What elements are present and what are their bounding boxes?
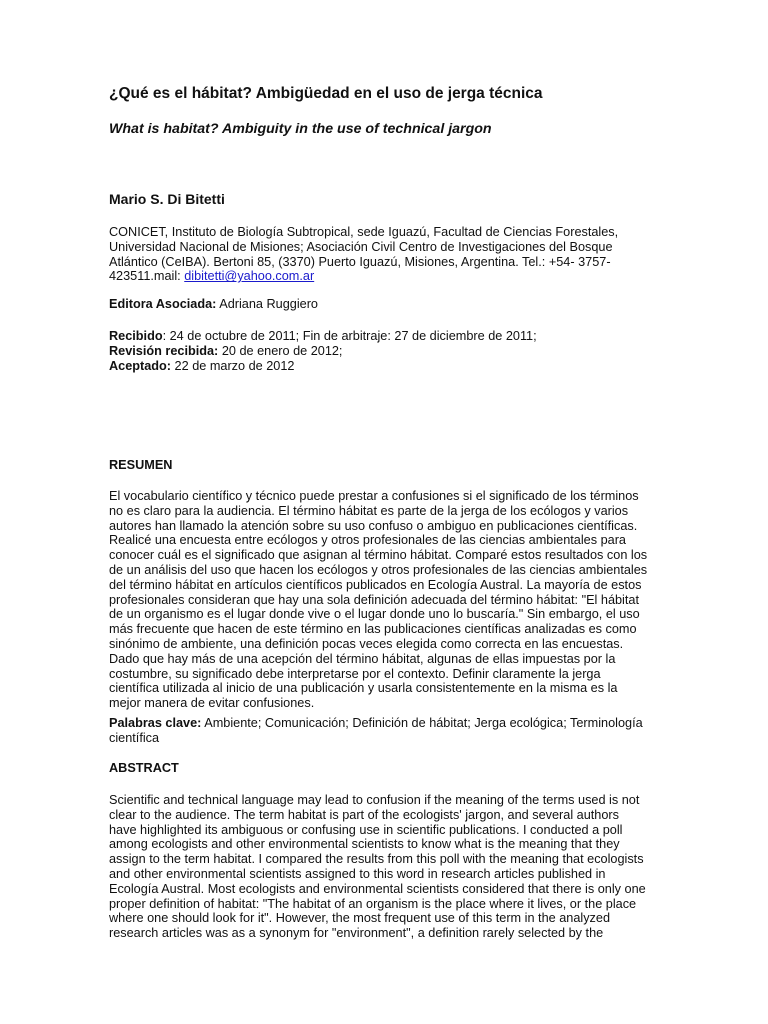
author-name: Mario S. Di Bitetti [109, 191, 225, 207]
revision-text: 20 de enero de 2012; [218, 343, 343, 358]
abstract-heading: ABSTRACT [109, 761, 179, 775]
received-label: Recibido [109, 329, 163, 343]
keywords-label: Palabras clave: [109, 716, 202, 730]
resumen-line: sinónimo de ambiente, una definición pocas veces elegida como correcta en las encuestas. [109, 636, 624, 651]
resumen-line: Realicé una encuesta entre ecólogos y otros profesionales de las ciencias ambientales para [109, 533, 626, 548]
resumen-line: de un organismo es el lugar donde vive o el lugar donde uno lo buscaría." Sin embargo, el uso [109, 607, 640, 622]
affiliation-line: CONICET, Instituto de Biología Subtropical, sede Iguazú, Facultad de Ciencias Forestales, [109, 225, 619, 239]
revision-label: Revisión recibida: [109, 343, 219, 358]
resumen-line: Dado que hay más de una acepción del término hábitat, algunas de ellas impuestas por la [109, 651, 616, 666]
publication-dates [109, 329, 664, 373]
affiliation-line: Atlántico (CeIBA). Bertoni 85, (3370) Puerto Iguazú, Misiones, Argentina. Tel.: +54- 3757- [109, 254, 611, 269]
accepted-text: 22 de marzo de 2012 [171, 358, 295, 373]
abstract-line: Scientific and technical language may lead to confusion if the meaning of the terms used is not [109, 793, 640, 807]
abstract-line: and other environmental scientists assigned to this word in research articles published in [109, 866, 606, 881]
revision-date [109, 344, 664, 359]
accepted-label: Aceptado: [109, 358, 172, 373]
received-text: : 24 de octubre de 2011; Fin de arbitraje: 27 de diciembre de 2011; [162, 329, 537, 343]
resumen-body [109, 489, 664, 711]
paper-subtitle: What is habitat? Ambiguity in the use of technical jargon [109, 121, 492, 137]
editor-name: Adriana Ruggiero [216, 297, 318, 311]
abstract-line: clear to the audience. The term habitat is part of the ecologists' jargon, and several authors [109, 807, 619, 822]
paper-title: ¿Qué es el hábitat? Ambigüedad en el uso de jerga técnica [109, 85, 543, 102]
abstract-line: assign to the term habitat. I compared the results from this poll with the meaning that ecologists [109, 852, 644, 867]
resumen-line: profesionales consideran que hay una sola definición adecuada del término hábitat: "El hábitat [109, 592, 639, 607]
abstract-line: Ecología Austral. Most ecologists and environmental scientists considered that there is only one [109, 881, 646, 896]
author-email-link[interactable]: dibitetti@yahoo.com.ar [184, 269, 315, 284]
resumen-line: del término hábitat en artículos científicos publicados en Ecología Austral. La mayoría de estos [109, 577, 642, 592]
accepted-date [109, 359, 664, 374]
associate-editor [109, 297, 664, 312]
resumen-line: no es claro para la audiencia. El término hábitat es parte de la jerga de los ecólogos y varios [109, 503, 629, 518]
resumen-line: mejor manera de evitar confusiones. [109, 696, 315, 711]
abstract-body [109, 793, 664, 941]
resumen-line: más frecuente que hacen de este término en las publicaciones científicas analizadas es como [109, 622, 637, 637]
resumen-line: conocer cuál es el significado que asignan al término hábitat. Comparé estos resultados con los [109, 548, 648, 563]
resumen-line: autores han llamado la atención sobre su uso confuso o ambiguo en publicaciones científicas. [109, 518, 638, 533]
abstract-line: research articles was as a synonym for "environment", a definition rarely selected by the [109, 926, 604, 941]
resumen-heading: RESUMEN [109, 458, 173, 472]
resumen-line: El vocabulario científico y técnico puede prestar a confusiones si el significado de los términos [109, 489, 639, 503]
resumen-line: de un análisis del uso que hacen los ecólogos y otros profesionales de las ciencias ambientales [109, 562, 648, 577]
affiliation-line [109, 269, 664, 284]
abstract-line: among ecologists and other environmental scientists to know what is the meaning that they [109, 837, 620, 852]
resumen-line: científica utilizada al inicio de una publicación y usarla consistentemente en la misma es la [109, 681, 618, 696]
keywords [109, 716, 664, 746]
received-date [109, 329, 664, 344]
keywords-text: Ambiente; Comunicación; Definición de hábitat; Jerga ecológica; Terminología [201, 716, 643, 730]
abstract-line: where one should look for it". However, the most frequent use of this term in the analyzed [109, 911, 610, 926]
affiliation-phone-text: 423511.mail: [109, 269, 185, 284]
editor-label: Editora Asociada: [109, 297, 217, 311]
abstract-line: have highlighted its ambiguous or confusing use in scientific publications. I conducted a poll [109, 822, 623, 837]
affiliation-line: Universidad Nacional de Misiones; Asociación Civil Centro de Investigaciones del Bosque [109, 239, 613, 254]
author-affiliation [109, 225, 664, 284]
keywords-text-continued: científica [109, 730, 160, 745]
resumen-line: costumbre, su significado debe interpretarse por el contexto. Definir claramente la jerga [109, 666, 601, 681]
abstract-line: proper definition of habitat: "The habitat of an organism is the place where it lives, or the place [109, 896, 637, 911]
